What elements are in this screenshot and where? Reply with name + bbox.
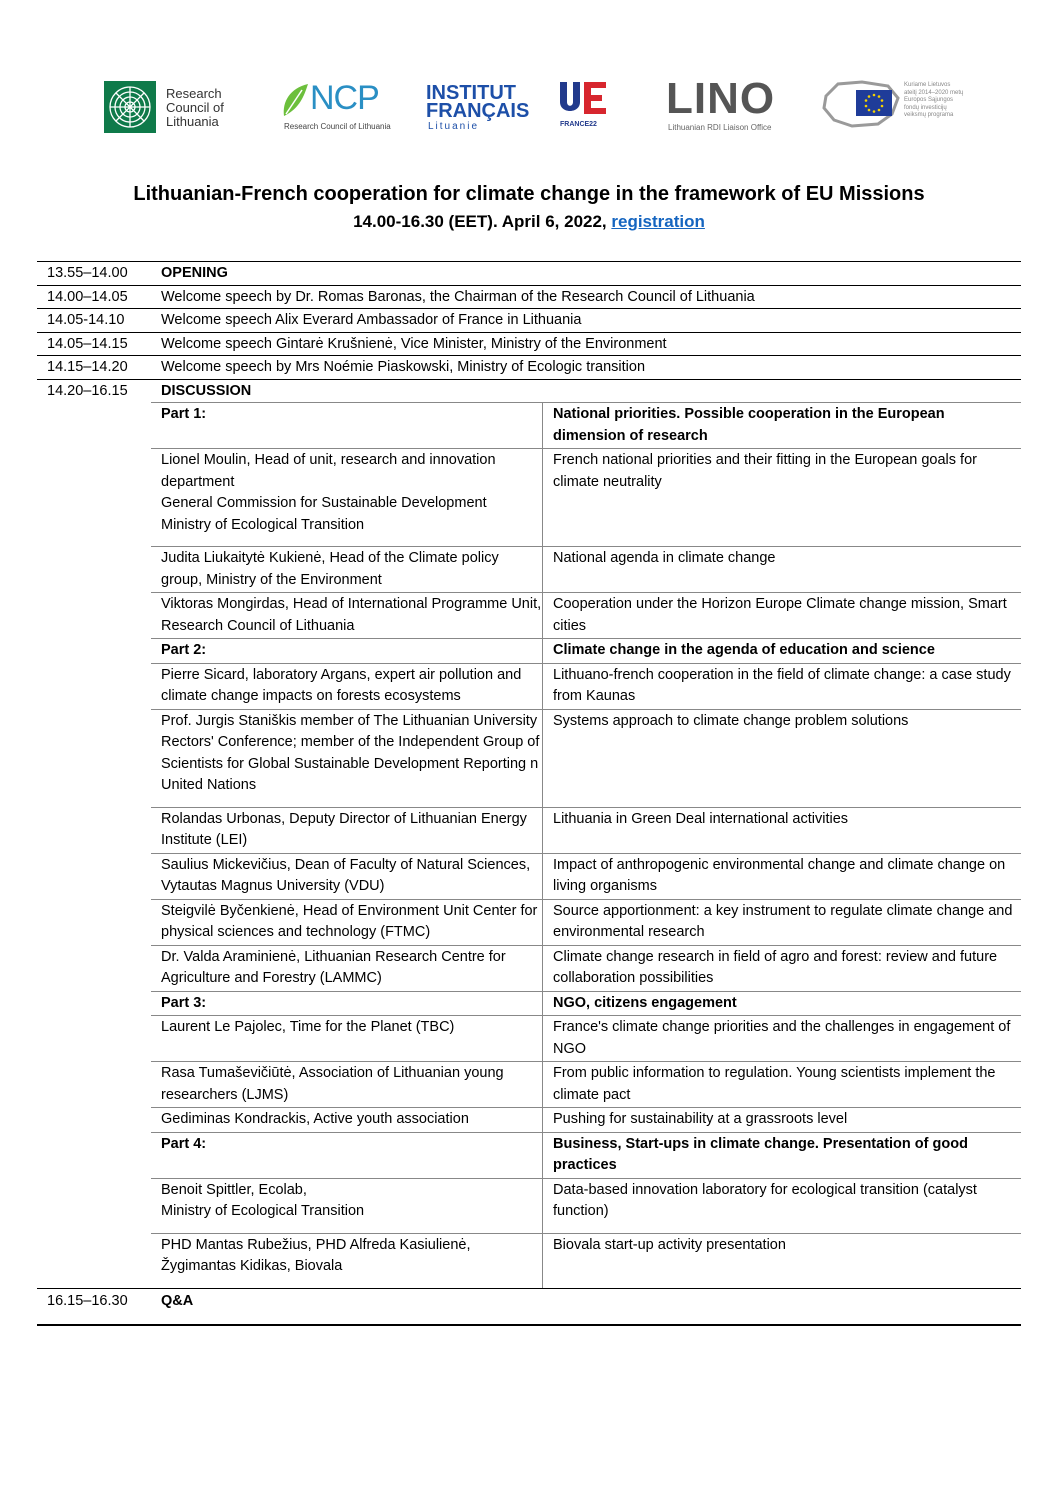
discussion-item (151, 1178, 1021, 1233)
topic: Lithuania in Green Deal international activities (542, 808, 1021, 853)
discussion-item (151, 1107, 1021, 1132)
topic: Source apportionment: a key instrument to regulate climate change and environmental research (542, 900, 1021, 945)
discussion-item (151, 853, 1021, 899)
ncp-logo: NCP Research Council of Lithuania (276, 78, 396, 136)
discussion-item (151, 1061, 1021, 1107)
row-text: Welcome speech Gintarė Krušnienė, Vice Minister, Ministry of the Environment (161, 335, 667, 352)
discussion-subtable (151, 402, 1021, 1288)
speaker: Gediminas Kondrackis, Active youth association (161, 1111, 469, 1127)
speaker: Rolandas Urbonas, Deputy Director of Lithuanian Energy Institute (LEI) (161, 810, 527, 848)
speaker: Saulius Mickevičius, Dean of Faculty of Natural Sciences, Vytautas Magnus University (VDU) (161, 856, 531, 894)
row-time: 14.05-14.10 (47, 312, 125, 328)
discussion-part-header (151, 402, 1021, 448)
part-theme: Climate change in the agenda of education and science (542, 639, 1021, 663)
discussion-part-header (151, 638, 1021, 663)
discussion-item (151, 899, 1021, 945)
speaker: Pierre Sicard, laboratory Argans, expert air pollution and climate change impacts on forests ecosystems (161, 666, 522, 704)
ncp-leaf-icon (278, 82, 312, 120)
page-title: Lithuanian-French cooperation for climate change in the framework of EU Missions (133, 183, 925, 205)
eu-funds-logo: Kuriame Lietuvos ateitį 2014–2020 metų Europos Sąjungos fondų investicijų veiksmų programa (822, 78, 962, 136)
agenda-row (37, 332, 1021, 356)
speaker: Laurent Le Pajolec, Time for the Planet (TBC) (161, 1019, 455, 1035)
rcl-name: Research Council of Lithuania (166, 86, 224, 129)
discussion-item (151, 1015, 1021, 1061)
agenda-row (37, 285, 1021, 309)
discussion-item (151, 1233, 1021, 1288)
research-council-logo (104, 78, 244, 136)
topic: French national priorities and their fitting in the European goals for climate neutrality (542, 449, 1021, 546)
part-label: Part 4: (161, 1135, 207, 1152)
part-label: Part 2: (161, 642, 207, 658)
event-date-line (0, 212, 1058, 232)
row-time: 14.20–16.15 (47, 382, 128, 399)
row-text: OPENING (161, 265, 228, 281)
agenda-table (37, 261, 1021, 1326)
discussion-item (151, 709, 1021, 807)
discussion-item (151, 592, 1021, 638)
discussion-item (151, 663, 1021, 709)
rcl-emblem-icon (104, 81, 156, 133)
row-text: Q&A (161, 1292, 194, 1309)
topic: Biovala start-up activity presentation (542, 1234, 1021, 1288)
agenda-row-discussion (37, 379, 1021, 1288)
discussion-part-header (151, 1132, 1021, 1178)
row-text: Welcome speech by Dr. Romas Baronas, the Chairman of the Research Council of Lithuania (161, 288, 755, 305)
event-time-date: 14.00-16.30 (EET). April 6, 2022, (353, 212, 612, 231)
part-label: Part 3: (161, 994, 207, 1011)
row-time: 14.15–14.20 (47, 359, 128, 375)
topic: National agenda in climate change (542, 547, 1021, 592)
lino-logo: LINO Lithuanian RDI Liaison Office (666, 74, 776, 132)
eu-lithuania-map-icon (822, 78, 902, 130)
speaker: Rasa Tumaševičiūtė, Association of Lithuanian young researchers (LJMS) (161, 1065, 504, 1103)
speaker: Dr. Valda Araminienė, Lithuanian Research Centre for Agriculture and Forestry (LAMMC) (161, 948, 506, 986)
discussion-item (151, 448, 1021, 546)
france-presidency-logo: FRANCE22 (556, 78, 616, 136)
speaker: Judita Liukaitytė Kukienė, Head of the Climate policy group, Ministry of the Environment (161, 550, 499, 588)
row-time: 14.00–14.05 (47, 288, 128, 305)
topic: Pushing for sustainability at a grassroots level (542, 1108, 1021, 1132)
speaker: Benoit Spittler, Ecolab, Ministry of Ecological Transition (161, 1181, 365, 1219)
agenda-row-qa (37, 1288, 1021, 1326)
part-theme: NGO, citizens engagement (542, 992, 1021, 1016)
registration-link[interactable]: registration (611, 212, 705, 231)
discussion-item (151, 546, 1021, 592)
row-time: 13.55–14.00 (47, 265, 128, 281)
discussion-part-header (151, 991, 1021, 1016)
row-text: Welcome speech by Mrs Noémie Piaskowski, Ministry of Ecologic transition (161, 359, 646, 375)
row-text: DISCUSSION (161, 382, 252, 399)
row-time: 16.15–16.30 (47, 1292, 128, 1309)
topic: Cooperation under the Horizon Europe Climate change mission, Smart cities (542, 593, 1021, 638)
topic: Lithuano-french cooperation in the field of climate change: a case study from Kaunas (542, 664, 1021, 709)
speaker: Steigvilė Byčenkienė, Head of Environment Unit Center for physical sciences and technology (FTMC) (161, 902, 538, 940)
row-text: Welcome speech Alix Everard Ambassador of France in Lithuania (161, 312, 582, 328)
part-theme: National priorities. Possible cooperation in the European dimension of research (542, 403, 1021, 448)
discussion-item (151, 807, 1021, 853)
discussion-item (151, 945, 1021, 991)
agenda-row (37, 355, 1021, 379)
topic: France's climate change priorities and the challenges in engagement of NGO (542, 1016, 1021, 1061)
speaker: Prof. Jurgis Staniškis member of The Lithuanian University Rectors' Conference; member of the Independent Group of Scientists for Global Sustainable Development Reporting n United Nations (161, 712, 540, 793)
agenda-row-opening (37, 261, 1021, 285)
part-theme: Business, Start-ups in climate change. Presentation of good practices (542, 1133, 1021, 1178)
topic: Systems approach to climate change problem solutions (542, 710, 1021, 807)
topic: Climate change research in field of agro and forest: review and future collaboration possibilities (542, 946, 1021, 991)
ue-mark-icon (556, 78, 610, 120)
topic: Data-based innovation laboratory for ecological transition (catalyst function) (542, 1179, 1021, 1233)
topic: Impact of anthropogenic environmental change and climate change on living organisms (542, 854, 1021, 899)
topic: From public information to regulation. Young scientists implement the climate pact (542, 1062, 1021, 1107)
institut-francais-logo: INSTITUT FRANÇAIS Lituanie (426, 82, 530, 132)
speaker: Viktoras Mongirdas, Head of International Programme Unit, Research Council of Lithuania (161, 596, 542, 634)
part-label: Part 1: (161, 406, 207, 422)
logo-strip (100, 74, 964, 138)
row-time: 14.05–14.15 (47, 335, 128, 352)
speaker: Lionel Moulin, Head of unit, research and innovation department General Commission for Sustainable Development Ministry of Ecological Transition (161, 452, 496, 533)
agenda-row (37, 308, 1021, 332)
speaker: PHD Mantas Rubežius, PHD Alfreda Kasiulienė, Žygimantas Kidikas, Biovala (161, 1236, 471, 1274)
